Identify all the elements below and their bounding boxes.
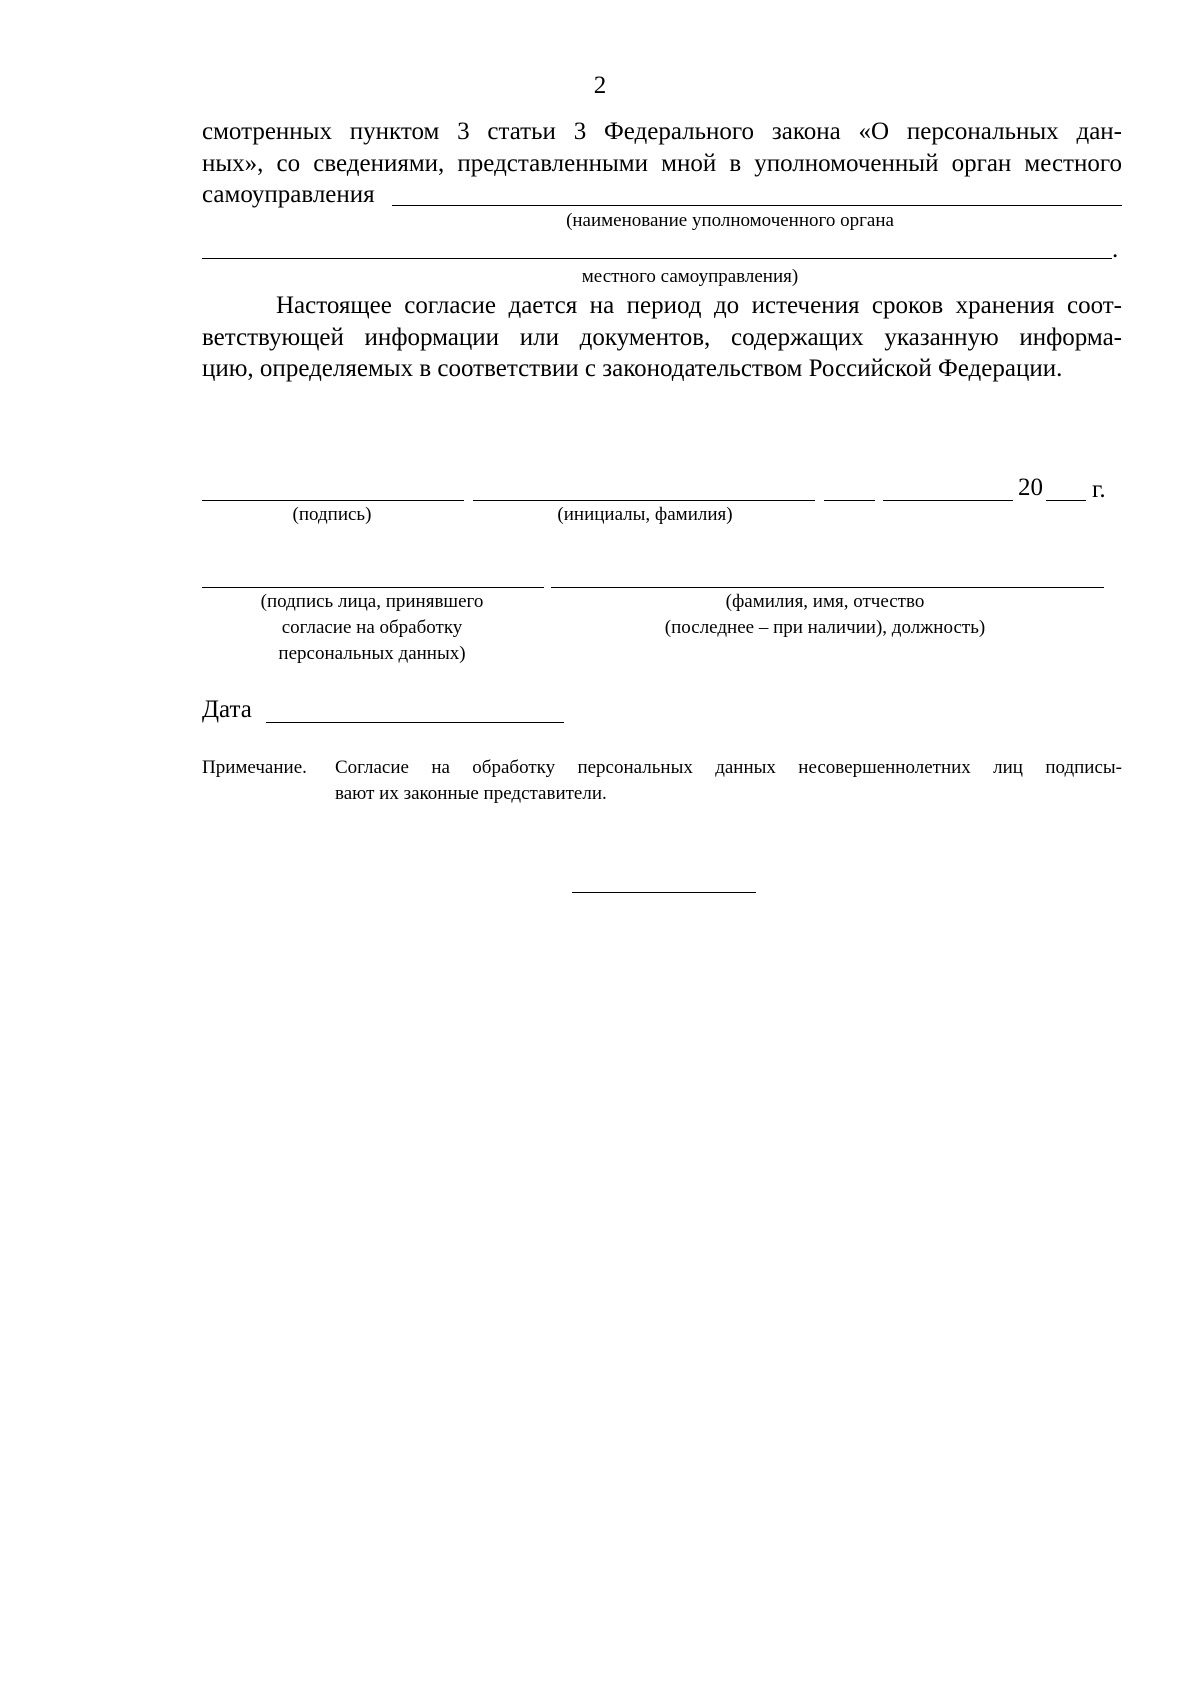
signature-field[interactable] bbox=[202, 500, 464, 501]
caption-initials: (инициалы, фамилия) bbox=[557, 504, 733, 525]
date-label: Дата bbox=[202, 696, 252, 723]
caption-acceptor-line1: (подпись лица, принявшего bbox=[260, 591, 484, 612]
page-number: 2 bbox=[593, 72, 607, 99]
paragraph2-line3: цию, определяемых в соответствии с законодательством Российской Федерации. bbox=[202, 355, 1063, 382]
authority-name-field[interactable] bbox=[392, 205, 1122, 206]
paragraph1-line3: самоуправления bbox=[202, 181, 375, 208]
caption-fio-line1: (фамилия, имя, отчество bbox=[725, 591, 925, 612]
paragraph1-line2: ных», со сведениями, представленными мной в уполномоченный орган местного bbox=[202, 150, 1122, 177]
note-line2: вают их законные представители. bbox=[335, 783, 607, 804]
year-field[interactable] bbox=[1046, 500, 1086, 501]
year-prefix: 20 bbox=[1018, 474, 1043, 501]
caption-authority-line2: местного самоуправления) bbox=[581, 266, 799, 287]
caption-acceptor-line2: согласие на обработку bbox=[281, 617, 463, 638]
period-mark: . bbox=[1112, 236, 1119, 263]
month-field[interactable] bbox=[883, 500, 1013, 501]
authority-name-field-line2[interactable] bbox=[202, 258, 1112, 259]
paragraph1-line1: смотренных пунктом 3 статьи 3 Федерального закона «О персональных дан- bbox=[202, 118, 1122, 145]
caption-signature: (подпись) bbox=[292, 504, 372, 525]
day-field[interactable] bbox=[824, 500, 875, 501]
acceptor-signature-field[interactable] bbox=[202, 587, 544, 588]
initials-field[interactable] bbox=[473, 500, 815, 501]
acceptor-name-position-field[interactable] bbox=[551, 587, 1104, 588]
caption-fio-line2: (последнее – при наличии), должность) bbox=[664, 617, 986, 638]
note-label: Примечание. bbox=[202, 757, 307, 778]
date-field[interactable] bbox=[266, 722, 564, 723]
end-separator bbox=[572, 892, 756, 893]
caption-acceptor-line3: персональных данных) bbox=[278, 643, 466, 664]
paragraph2-line1: Настоящее согласие дается на период до истечения сроков хранения соот- bbox=[276, 292, 1122, 319]
year-suffix: г. bbox=[1092, 476, 1106, 503]
note-line1: Согласие на обработку персональных данных несовершеннолетних лиц подписы- bbox=[335, 757, 1122, 778]
paragraph2-line2: ветствующей информации или документов, содержащих указанную информа- bbox=[202, 324, 1122, 351]
caption-authority-line1: (наименование уполномоченного органа bbox=[566, 210, 894, 231]
